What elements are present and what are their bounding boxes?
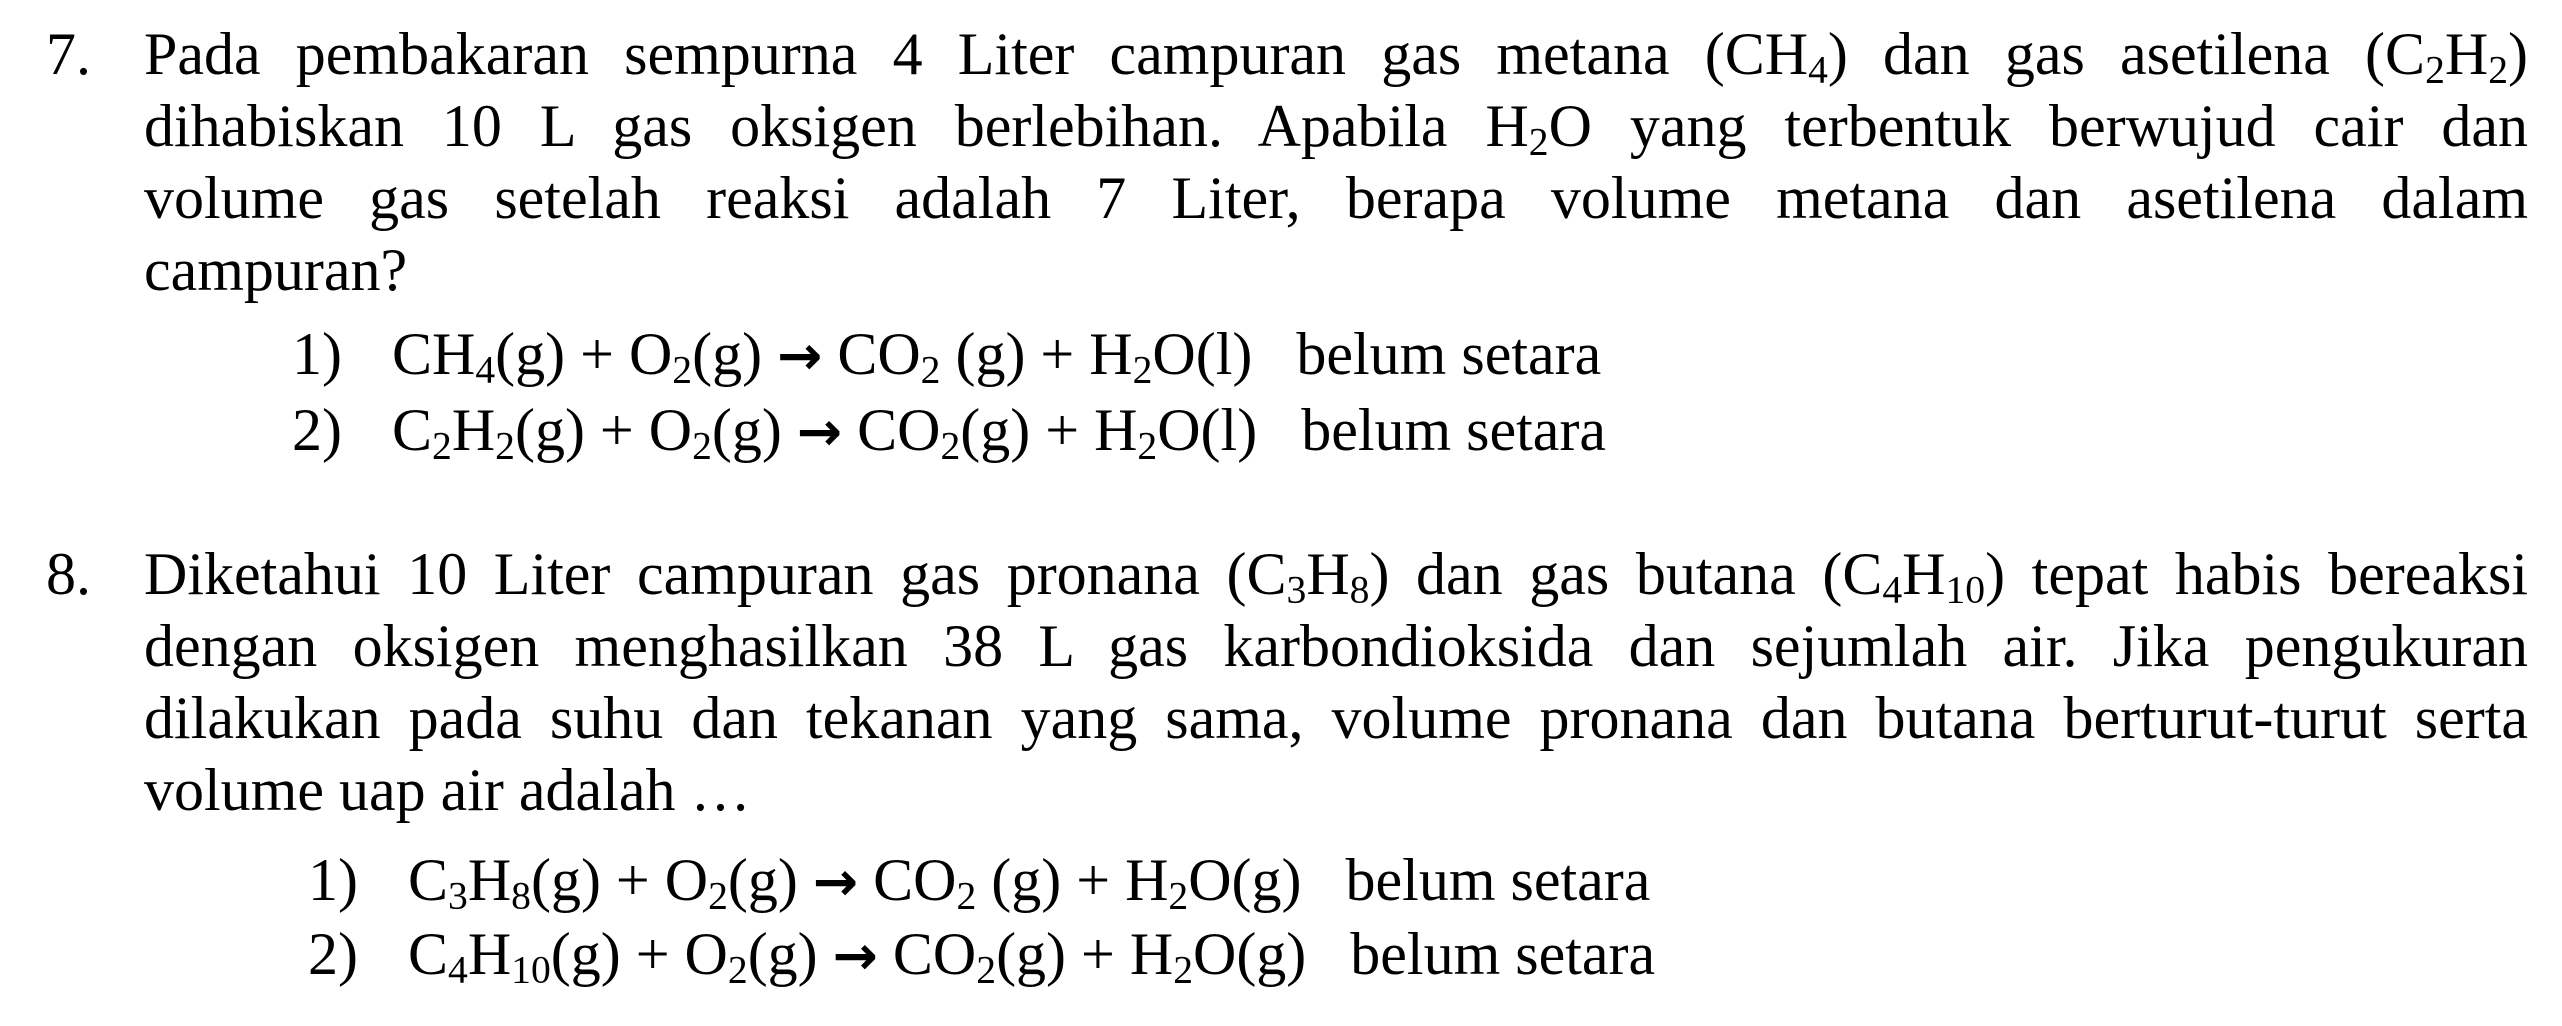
reaction-arrow-icon: → [812,850,859,913]
problem-text [144,18,2528,306]
text-line: dengan oksigen menghasilkan 38 L gas karbondioksida dan sejumlah air. Jika pengukuran [144,613,2528,679]
equation-number: 1) [308,847,358,913]
subscript: 2 [940,423,961,468]
problem-number: 8. [46,541,91,607]
equation-number: 2) [292,397,342,463]
reaction-arrow-icon: → [777,324,823,387]
text-line: volume uap air adalah … [144,757,751,823]
subscript: 2 [1137,423,1158,468]
reaction-equation-1 [308,844,1650,918]
subscript: 2 [1168,873,1189,918]
subscript: 2 [727,947,748,992]
subscript: 10 [1945,567,1986,612]
subscript: 2 [1132,347,1153,392]
subscript: 10 [511,947,551,992]
equation-note: belum setara [1301,397,1607,463]
chemical-equation: $C_2H_2(g) + O_2(g) \to CO_2(g) + H_2O(l)$ [392,397,1258,468]
reaction-equation-1 [292,318,1601,392]
subscript: 2 [495,423,515,468]
subscript: 4 [1808,47,1828,92]
equation-note: belum setara [1345,847,1651,913]
subscript: 4 [475,347,496,392]
subscript: 3 [1286,567,1307,612]
subscript: 2 [920,347,941,392]
equation-number: 1) [292,321,342,387]
subscript: 2 [708,873,728,918]
subscript: 2 [1528,119,1549,164]
problem-number: 7. [46,21,91,87]
subscript: 2 [692,423,712,468]
subscript: 8 [511,873,531,918]
subscript: 2 [2488,47,2508,92]
chemical-equation: $C_3H_8(g) + O_2(g) \to CO_2$ $(g) + H_2O(g)$ [408,847,1302,918]
equation-note: belum setara [1350,921,1656,987]
text-line: dilakukan pada suhu dan tekanan yang sama, volume pronana dan butana berturut-turut serta [144,685,2528,751]
problem-text [144,538,2528,826]
text-line: volume gas setelah reaksi adalah 7 Liter, berapa volume metana dan asetilena dalam [144,165,2528,231]
subscript: 2 [1173,947,1193,992]
subscript: 4 [1882,567,1903,612]
equation-number: 2) [308,921,358,987]
text-line: campuran? [144,237,408,303]
subscript: 2 [976,947,997,992]
reaction-equation-2 [308,918,1655,992]
text-line: Pada pembakaran sempurna 4 Liter campuran gas metana $(CH_4)$ dan gas asetilena $(C_2H_2)$ [144,21,2528,92]
subscript: 2 [672,347,693,392]
text-line: Diketahui 10 Liter campuran gas pronana $(C_3H_8)$ dan gas butana $(C_4H_{10})$ tepat habis bereaksi [144,541,2528,612]
text-line: dihabiskan 10 L gas oksigen berlebihan. Apabila $H_2O$ yang terbentuk berwujud cair dan [144,93,2528,164]
subscript: 2 [956,873,977,918]
reaction-arrow-icon: → [832,924,878,987]
subscript: 3 [448,873,468,918]
equation-note: belum setara [1296,321,1602,387]
subscript: 8 [1349,567,1370,612]
chemical-equation: $CH_4(g) + O_2(g) \to CO_2$ $(g) + H_2O(l)$ [392,321,1253,392]
subscript: 2 [432,423,452,468]
chemical-equation: $C_4H_{10}(g) + O_2(g) \to CO_2(g) + H_2O(g)$ [408,921,1307,992]
reaction-equation-2 [292,394,1606,468]
subscript: 2 [2425,47,2445,92]
subscript: 4 [448,947,468,992]
reaction-arrow-icon: → [796,400,843,463]
